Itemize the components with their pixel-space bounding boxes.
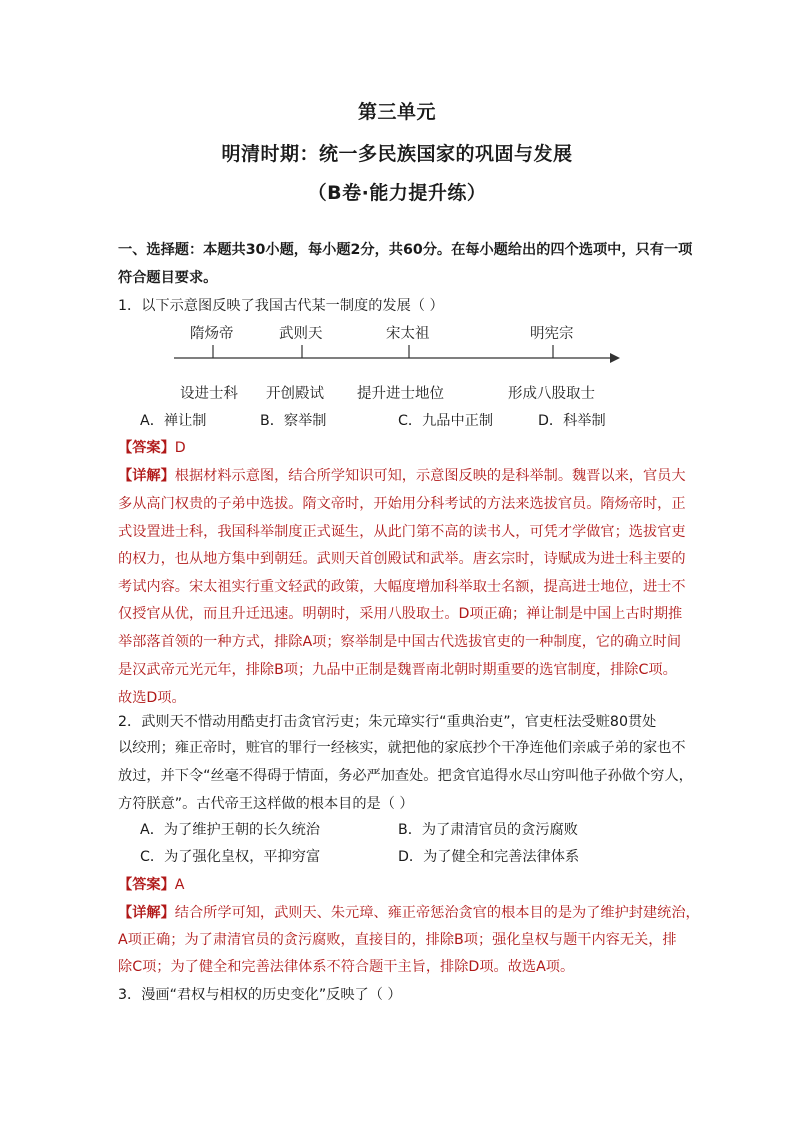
answer-label: 【答案】 bbox=[118, 440, 175, 456]
q1-option-b: B．察举制 bbox=[260, 413, 327, 429]
timeline-bottom-label: 开创殿试 bbox=[266, 386, 324, 402]
q1-analysis-line: 式设置进士科，我国科举制度正式诞生，从此门第不高的读书人，可凭才学做官；选拔官吏 bbox=[118, 524, 686, 540]
q2-stem-line: 2．武则天不惜动用酷吏打击贪官污吏；朱元璋实行“重典治吏”，官吏枉法受赃80贯处 bbox=[118, 714, 657, 730]
q2-analysis-line: 除C项；为了健全和完善法律体系不符合题干主旨，排除D项。故选A项。 bbox=[118, 959, 575, 975]
q1-analysis-line: 故选D项。 bbox=[118, 690, 186, 706]
q2-option-a: A．为了维护王朝的长久统治 bbox=[140, 822, 320, 838]
q1-option-c: C．九品中正制 bbox=[398, 413, 494, 429]
section-instruction-line2: 符合题目要求。 bbox=[118, 270, 218, 286]
analysis-text: 根据材料示意图，结合所学知识可知，示意图反映的是科举制。魏晋以来，官员大 bbox=[174, 468, 686, 484]
timeline-bottom-label: 形成八股取士 bbox=[508, 386, 595, 402]
timeline-top-label: 宋太祖 bbox=[386, 326, 430, 342]
analysis-text: 结合所学可知，武则天、朱元璋、雍正帝惩治贪官的根本目的是为了维护封建统治， bbox=[174, 905, 700, 921]
q2-option-c: C．为了强化皇权，平抑穷富 bbox=[140, 849, 321, 865]
timeline-bottom-label: 设进士科 bbox=[180, 386, 238, 402]
timeline-axis bbox=[168, 342, 628, 374]
timeline-top-label: 明宪宗 bbox=[530, 326, 574, 342]
page-subtitle: （B卷·能力提升练） bbox=[307, 182, 487, 204]
q2-option-d: D．为了健全和完善法律体系 bbox=[398, 849, 580, 865]
timeline-top-label: 隋炀帝 bbox=[190, 326, 234, 342]
analysis-label: 【详解】 bbox=[118, 468, 175, 484]
q1-analysis-line: 的权力，也从地方集中到朝廷。武则天首创殿试和武举。唐玄宗时，诗赋成为进士科主要的 bbox=[118, 551, 686, 567]
timeline-top-label: 武则天 bbox=[279, 326, 323, 342]
q1-option-a: A．禅让制 bbox=[140, 413, 207, 429]
q1-option-d: D．科举制 bbox=[538, 413, 606, 429]
page-title: 明清时期：统一多民族国家的巩固与发展 bbox=[221, 143, 573, 165]
q2-stem-line: 放过，并下令“丝毫不得碍于情面，务必严加查处。把贪官追得水尽山穷叫他子孙做个穷人， bbox=[118, 768, 693, 784]
analysis-label: 【详解】 bbox=[118, 905, 175, 921]
section-instruction-line1: 一、选择题：本题共30小题，每小题2分，共60分。在每小题给出的四个选项中，只有一项 bbox=[118, 242, 693, 258]
timeline-bottom-label: 提升进士地位 bbox=[357, 386, 444, 402]
answer-label: 【答案】 bbox=[118, 877, 175, 893]
q1-analysis-line: 考试内容。宋太祖实行重文轻武的政策，大幅度增加科举取士名额，提高进士地位，进士不 bbox=[118, 579, 686, 595]
q2-analysis-line: A项正确；为了肃清官员的贪污腐败，直接目的，排除B项；强化皇权与题干内容无关，排 bbox=[118, 932, 677, 948]
q1-analysis-line bbox=[118, 466, 686, 486]
q1-analysis-line: 仅授官从优，而且升迁迅速。明朝时，采用八股取士。D项正确；禅让制是中国上古时期推 bbox=[118, 606, 683, 622]
q1-analysis-line: 是汉武帝元光元年，排除B项；九品中正制是魏晋南北朝时期重要的选官制度，排除C项。 bbox=[118, 662, 677, 678]
q3-stem: 3．漫画“君权与相权的历史变化”反映了（ ） bbox=[118, 987, 402, 1003]
q2-stem-line: 以绞刑；雍正帝时，赃官的罪行一经核实，就把他的家底抄个干净连他们亲戚子弟的家也不 bbox=[118, 740, 686, 756]
answer-value: D bbox=[174, 440, 186, 456]
q2-analysis-line bbox=[118, 903, 700, 923]
q1-answer bbox=[118, 438, 186, 458]
unit-heading: 第三单元 bbox=[357, 101, 436, 123]
answer-value: A bbox=[174, 877, 185, 893]
q2-answer bbox=[118, 875, 184, 895]
q1-analysis-line: 举部落首领的一种方式，排除A项；察举制是中国古代选拔官吏的一种制度，它的确立时间 bbox=[118, 634, 682, 650]
q1-stem: 1．以下示意图反映了我国古代某一制度的发展（ ） bbox=[118, 298, 444, 314]
q1-analysis-line: 多从高门权贵的子弟中选拔。隋文帝时，开始用分科考试的方法来选拔官员。隋炀帝时，正 bbox=[118, 496, 686, 512]
q2-stem-line: 方符朕意”。古代帝王这样做的根本目的是（ ） bbox=[118, 796, 414, 812]
q2-option-b: B．为了肃清官员的贪污腐败 bbox=[398, 822, 578, 838]
